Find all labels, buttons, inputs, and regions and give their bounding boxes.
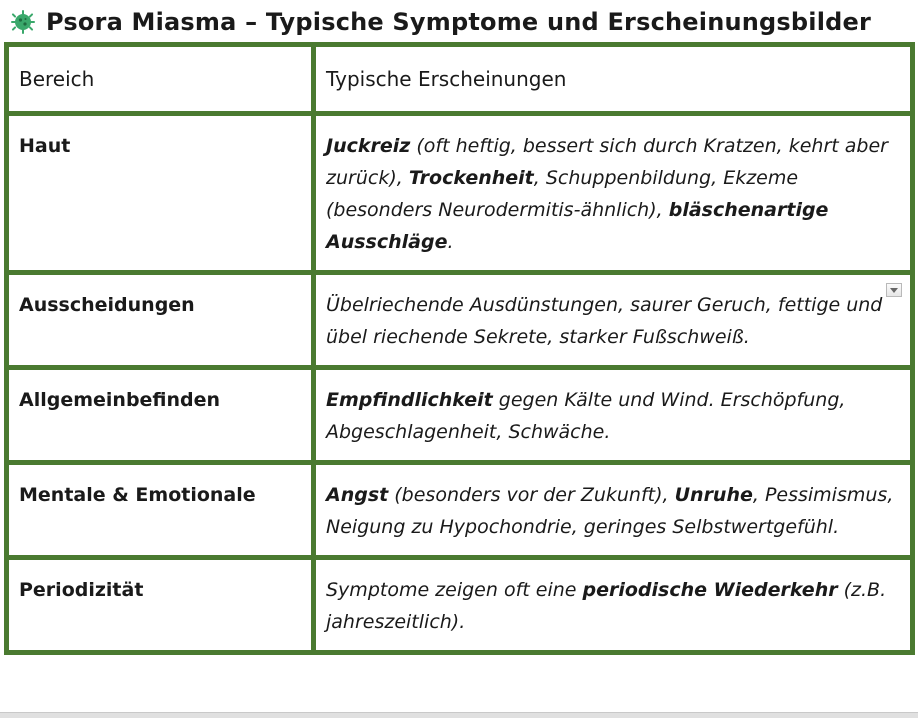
table-row: [7, 114, 913, 273]
row-description: [314, 368, 913, 463]
row-area-label: Periodizität: [7, 558, 314, 653]
description-text: , Pessimismus, Neigung zu Hypochondrie, geringes Selbstwertgefühl.: [326, 484, 894, 538]
horizontal-scrollbar-edge[interactable]: [0, 712, 918, 718]
description-text: gegen Kälte und Wind. Erschöpfung, Abgeschlagenheit, Schwäche.: [326, 389, 846, 443]
table-header-row: [7, 45, 913, 114]
column-header-erscheinungen: Typische Erscheinungen: [314, 45, 913, 114]
table-row: [7, 463, 913, 558]
description-text: (besonders vor der Zukunft),: [388, 484, 675, 506]
column-header-bereich: Bereich: [7, 45, 314, 114]
description-text: Übelriechende Ausdünstungen, saurer Geruch, fettige und übel riechende Sekrete, starker Fußschweiß.: [326, 294, 883, 348]
emphasis-text: Unruhe: [674, 484, 753, 506]
page-title-row: [10, 4, 871, 40]
chevron-down-icon[interactable]: [886, 283, 902, 297]
row-area-label: Haut: [7, 114, 314, 273]
description-text: (oft heftig, bessert sich durch Kratzen, kehrt aber zurück),: [326, 135, 888, 189]
description-text: Symptome zeigen oft eine: [326, 579, 583, 601]
table-row: [7, 273, 913, 368]
emphasis-text: Empfindlichkeit: [326, 389, 493, 411]
row-description: [314, 273, 913, 368]
row-area-label: Ausscheidungen: [7, 273, 314, 368]
description-text: .: [447, 231, 454, 253]
row-description: [314, 114, 913, 273]
description-text: , Schuppenbildung, Ekzeme (besonders Neurodermitis-ähnlich),: [326, 167, 799, 221]
emphasis-text: periodische Wiederkehr: [582, 579, 838, 601]
symptom-table: [4, 42, 915, 655]
microbe-icon: [10, 9, 36, 35]
emphasis-text: Trockenheit: [408, 167, 534, 189]
symptom-table-container: [4, 42, 910, 655]
row-description: [314, 558, 913, 653]
description-text: (z.B. jahreszeitlich).: [326, 579, 887, 633]
row-description: [314, 463, 913, 558]
page-title: Psora Miasma – Typische Symptome und Erscheinungsbilder: [46, 8, 872, 36]
emphasis-text: Angst: [326, 484, 389, 506]
table-row: [7, 558, 913, 653]
row-area-label: Mentale & Emotionale: [7, 463, 314, 558]
emphasis-text: bläschenartige Ausschläge: [326, 199, 829, 253]
emphasis-text: Juckreiz: [326, 135, 411, 157]
row-area-label: Allgemeinbefinden: [7, 368, 314, 463]
table-row: [7, 368, 913, 463]
